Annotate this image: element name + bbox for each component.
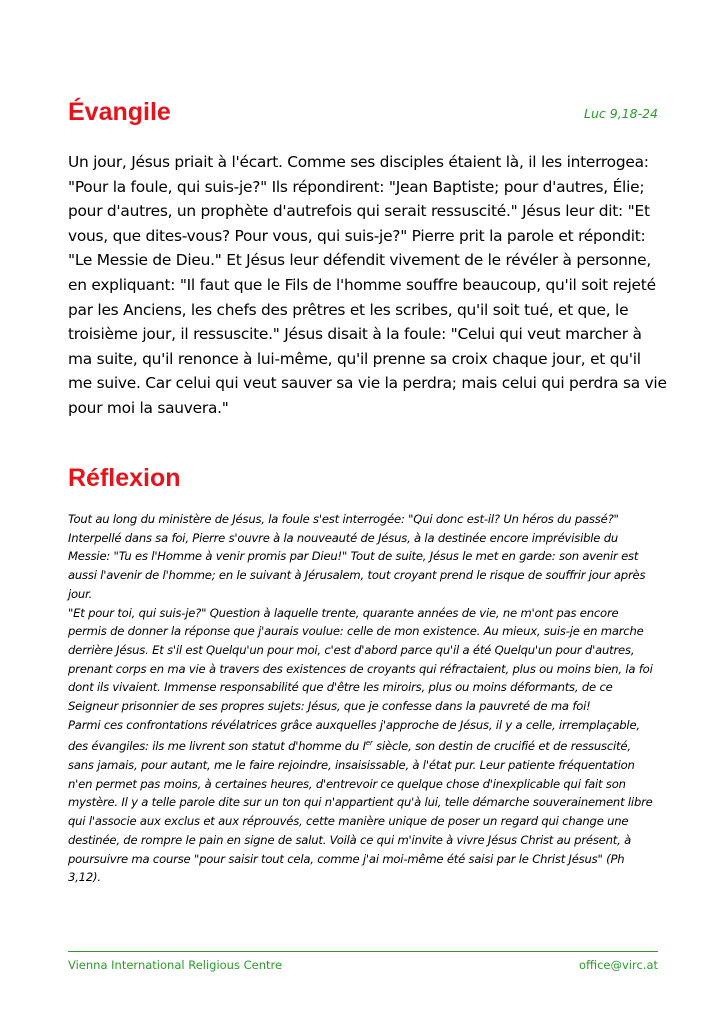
gospel-title: Évangile	[68, 98, 171, 126]
ordinal-superscript: er	[365, 739, 373, 748]
gospel-header	[68, 98, 658, 132]
gospel-text: Un jour, Jésus priait à l'écart. Comme ses disciples étaient là, il les interrogea: "Pour la foule, qui suis-je?" Ils répondirent: "Jean Baptiste; pour d'autres, Élie; pour d'autres, un prophète d'autrefois qui serait ressuscité." Jésus leur dit: "Et vous, que dites-vous? Pour vous, qui suis-je?" Pierre prit la parole et répondit: "Le Messie de Dieu." Et Jésus leur défendit vivement de le révéler à personne, en expliquant: "Il faut que le Fils de l'homme souffre beaucoup, qu'il soit rejeté par les Anciens, les chefs des prêtres et les scribes, qu'il soit tué, et que, le troisième jour, il ressuscite." Jésus disait à la foule: "Celui qui veut marcher à ma suite, qu'il renonce à lui-même, qu'il prenne sa croix chaque jour, et qu'il me suive. Car celui qui veut sauver sa vie la perdra; mais celui qui perdra sa vie pour moi la sauvera."	[68, 153, 667, 417]
reflection-paragraph-2: "Et pour toi, qui suis-je?" Question à laquelle trente, quarante années de vie, ne m'ont pas encore permis de donner la réponse que j'aurais voulue: celle de mon existence. Au mieux, suis-je en marche derrière Jésus. Et s'il est Quelqu'un pour moi, c'est d'abord parce qu'il a été Quelqu'un pour d'autres, prenant corps en ma vie à travers des existences de croyants qui réfractaient, plus ou moins bien, la foi dont ils vivaient. Immense responsabilité que d'être les miroirs, plus ou moins déformants, de ce Seigneur prisonnier de ses propres sujets: Jésus, que je confesse dans la pauvreté de ma foi!	[68, 605, 653, 714]
footer-divider	[68, 951, 658, 952]
reflection-body	[68, 510, 660, 887]
footer-email-link[interactable]: office@virc.at	[578, 958, 658, 972]
footer-organization: Vienna International Religious Centre	[68, 958, 283, 972]
scripture-reference: Luc 9,18-24	[584, 106, 658, 121]
reflection-paragraph-1: Tout au long du ministère de Jésus, la foule s'est interrogée: "Qui donc est-il? Un héros du passé?" Interpellé dans sa foi, Pierre s'ouvre à la nouveauté de Jésus, à la destinée encore imprévisible du Messie: "Tu es l'Homme à venir promis par Dieu!" Tout de suite, Jésus le met en garde: son avenir est aussi l'avenir de l'homme; en le suivant à Jérusalem, tout croyant prend le risque de souffrir jour après jour.	[68, 512, 646, 601]
reflection-paragraph-3-end: siècle, son destin de crucifié et de ressuscité, sans jamais, pour autant, me le faire rejoindre, insaisissable, à l'état pur. Leur patiente fréquentation n'en permet pas moins, à certaines heures, d'entrevoir ce quelque chose d'inexplicable qui fait son mystère. Il y a telle parole dite sur un ton qui n'appartient qu'à lui, telle démarche souverainement libre qui l'associe aux exclus et aux réprouvés, cette manière unique de poser un regard qui change une destinée, de rompre le pain en signe de salut. Voilà ce qui m'invite à vivre Jésus Christ au présent, à poursuivre ma course "pour saisir tout cela, comme j'ai moi-même été saisi par le Christ Jésus" (Ph 3,12).	[68, 739, 653, 885]
reflection-paragraph-3	[68, 716, 660, 887]
reflection-paragraph-3-start: Parmi ces confrontations révélatrices grâce auxquelles j'approche de Jésus, il y a celle, irremplaçable, des évangiles: ils me livrent son statut d'homme du I	[68, 717, 640, 754]
reflection-title: Réflexion	[68, 464, 181, 492]
